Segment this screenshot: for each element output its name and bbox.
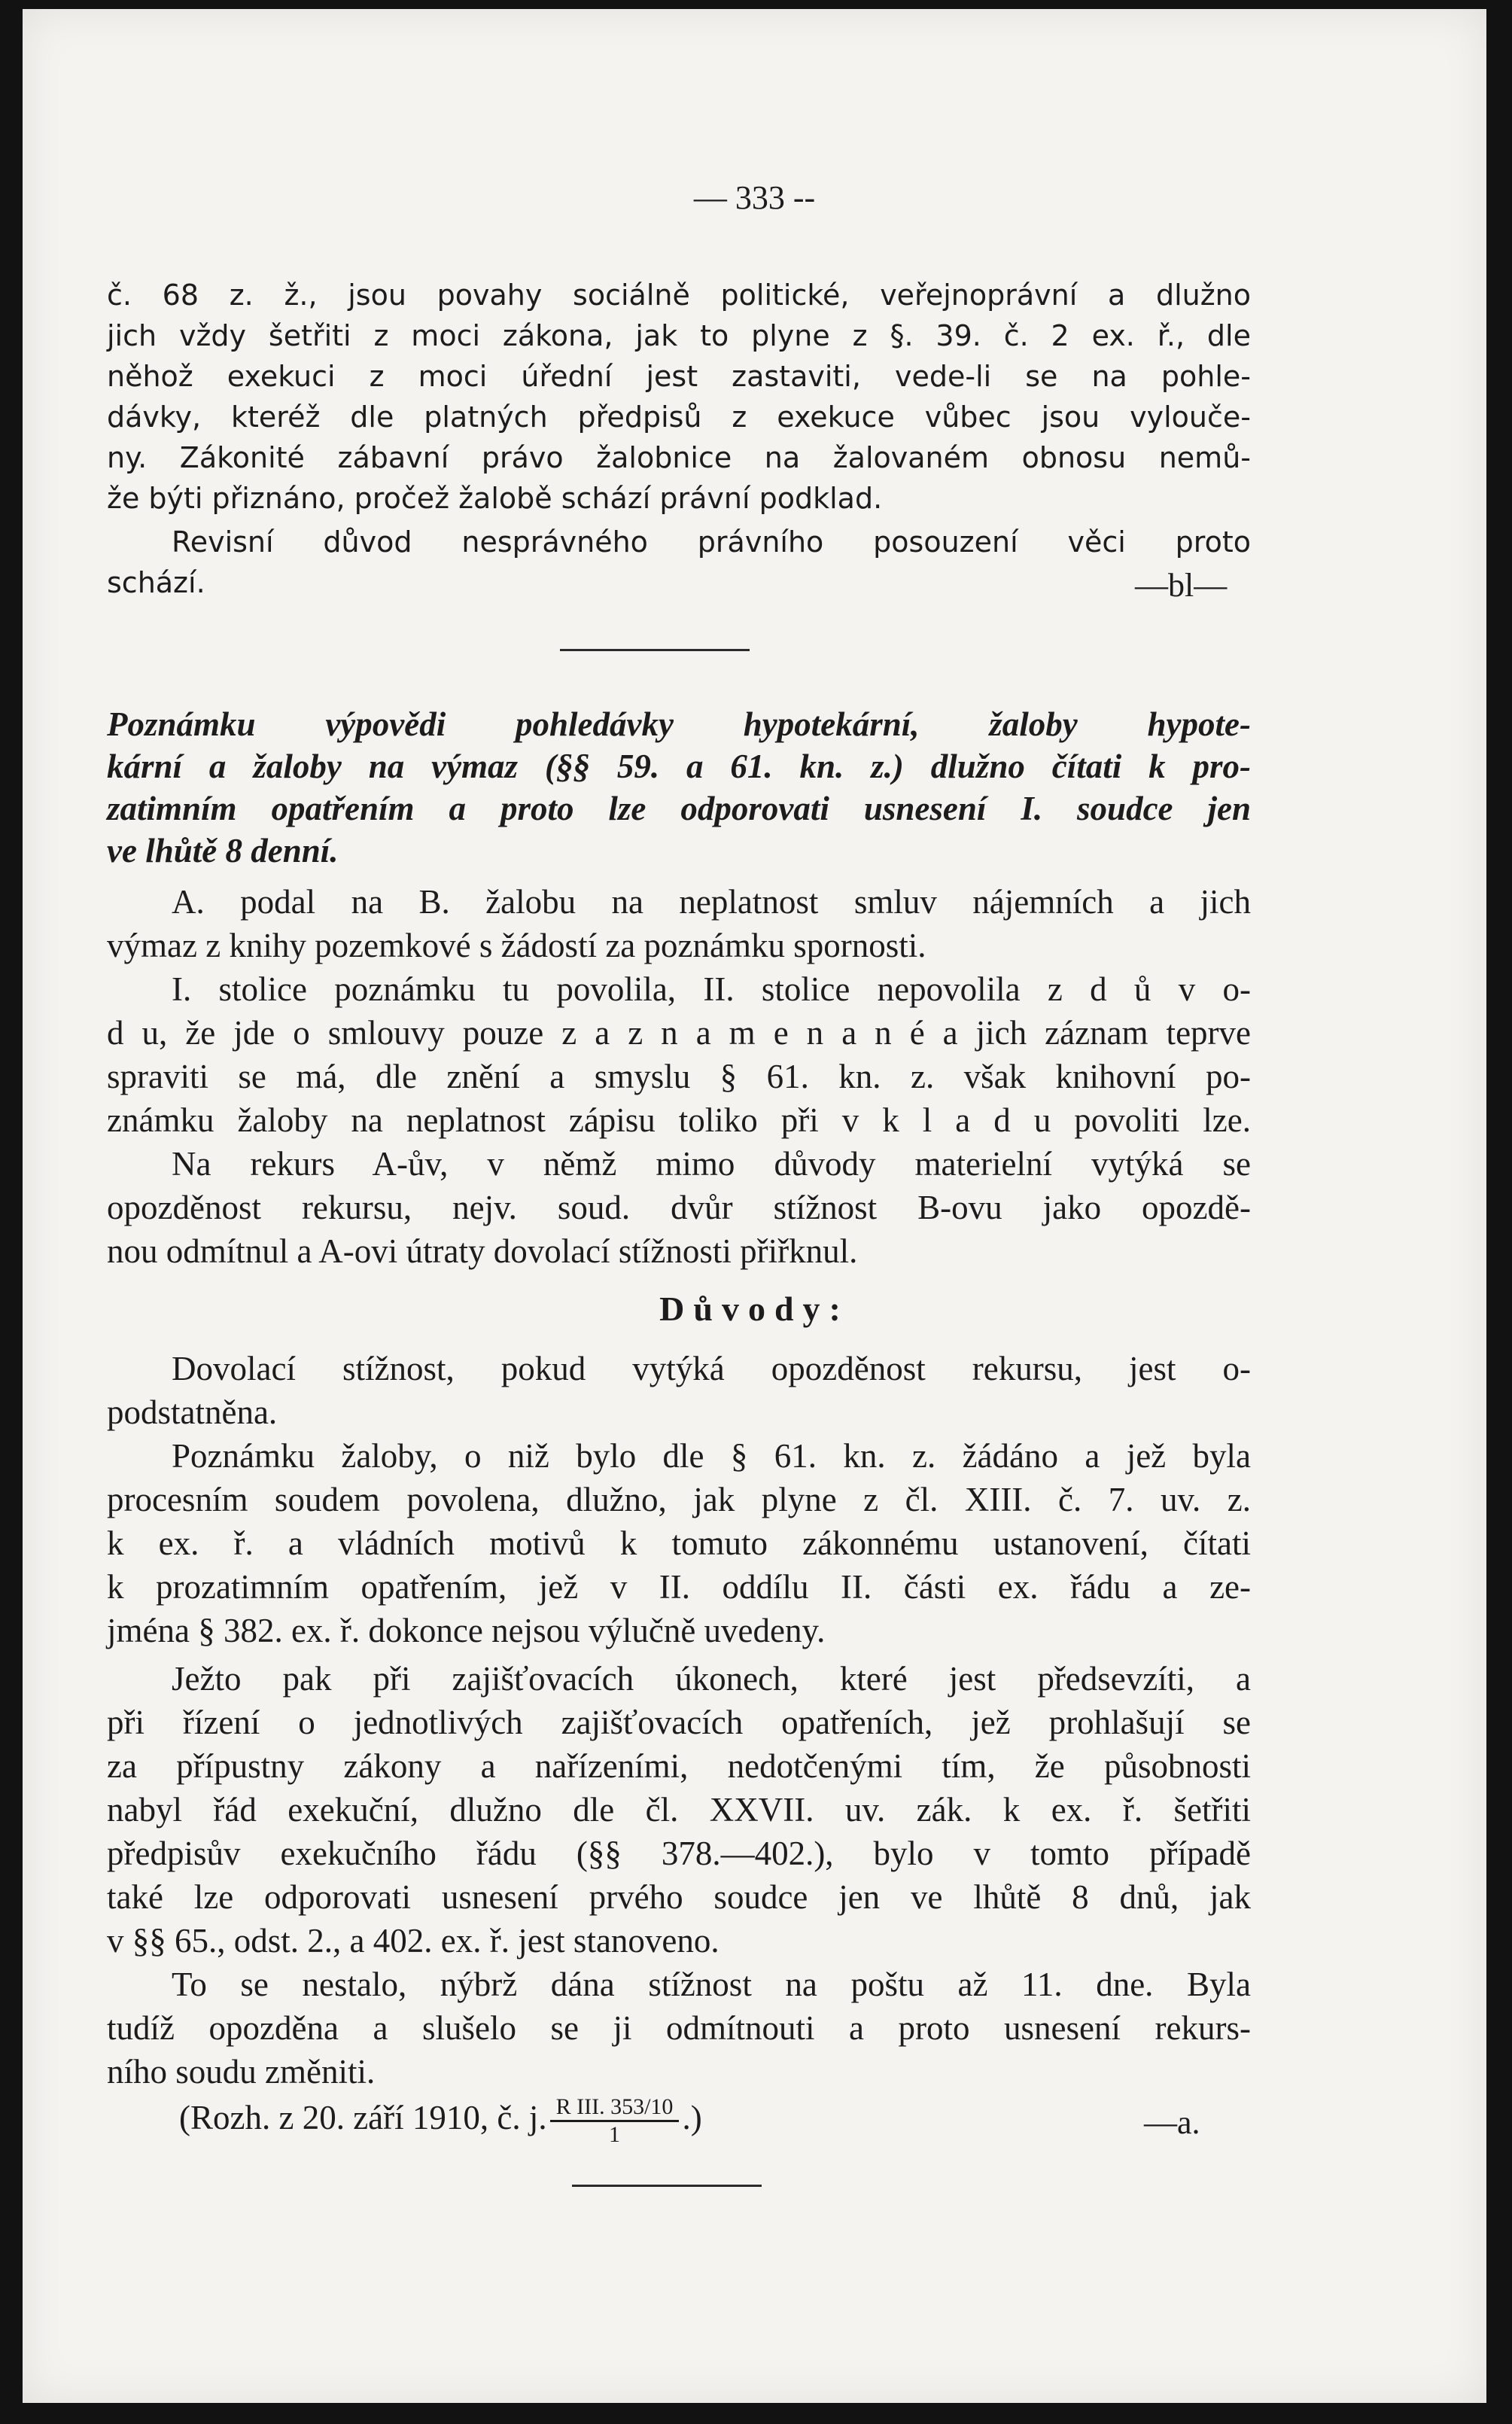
text-line: nou odmítnul a A-ovi útraty dovolací stížnosti přiřknul. xyxy=(107,1232,858,1270)
text-line: podstatněna. xyxy=(107,1393,278,1431)
section-heading: Důvody: xyxy=(659,1290,850,1328)
text-line: Ježto pak při zajišťovacích úkonech, které jest předsevzíti, a xyxy=(172,1660,1251,1698)
headnote-line: ve lhůtě 8 denní. xyxy=(107,832,339,869)
text-line: při řízení o jednotlivých zajišťovacích opatřeních, jež prohlašují se xyxy=(107,1704,1251,1741)
citation-denominator: 1 xyxy=(609,2122,621,2147)
text-line: dávky, kteréž dle platných předpisů z exekuce vůbec jsou vylouče- xyxy=(107,400,1251,434)
text-line: k ex. ř. a vládních motivů k tomuto zákonnému ustanovení, čítati xyxy=(107,1524,1251,1562)
text-line: Revisní důvod nesprávného právního posouzení věci proto xyxy=(172,525,1251,559)
text-line: jich vždy šetřiti z moci zákona, jak to plyne z §. 39. č. 2 ex. ř., dle xyxy=(107,319,1251,352)
text-line: Na rekurs A-ův, v němž mimo důvody materielní vytýká se xyxy=(172,1145,1251,1183)
text-line: předpisův exekučního řádu (§§ 378.—402.), bylo v tomto případě xyxy=(107,1835,1251,1872)
text-line: d u, že jde o smlouvy pouze z a z n a m e n a n é a jich záznam teprve xyxy=(107,1014,1251,1052)
text-line: tudíž opozděna a slušelo se ji odmítnouti a proto usnesení rekurs- xyxy=(107,2009,1251,2047)
text-line: I. stolice poznámku tu povolila, II. stolice nepovolila z d ů v o- xyxy=(172,970,1251,1008)
signature: —a. xyxy=(1144,2104,1200,2141)
page-number: — 333 -- xyxy=(693,179,816,216)
text-line: To se nestalo, nýbrž dána stížnost na poštu až 11. dne. Byla xyxy=(172,1966,1251,2003)
text-line: také lze odporovati usnesení prvého soudce jen ve lhůtě 8 dnů, jak xyxy=(107,1878,1251,1916)
text-line: známku žaloby na neplatnost zápisu toliko při v k l a d u povoliti lze. xyxy=(107,1101,1251,1139)
text-line: Dovolací stížnost, pokud vytýká opozděnost rekursu, jest o- xyxy=(172,1350,1251,1387)
text-line: za přípustny zákony a nařízeními, nedotčenými tím, že působnosti xyxy=(107,1747,1251,1785)
citation-fraction xyxy=(550,2094,680,2148)
text-line: opozděnost rekursu, nejv. soud. dvůr stížnost B-ovu jako opozdě- xyxy=(107,1189,1251,1226)
text-line: spraviti se má, dle znění a smyslu § 61. kn. z. však knihovní po- xyxy=(107,1058,1251,1095)
text-line: č. 68 z. ž., jsou povahy sociálně politické, veřejnoprávní a dlužno xyxy=(107,279,1251,312)
text-line: ny. Zákonité zábavní právo žalobnice na žalovaném obnosu nemů- xyxy=(107,441,1251,474)
headnote-line: Poznámku výpovědi pohledávky hypotekární, žaloby hypote- xyxy=(107,705,1251,743)
text-line: Poznámku žaloby, o niž bylo dle § 61. kn. z. žádáno a jež byla xyxy=(172,1437,1251,1475)
text-line: procesním soudem povolena, dlužno, jak plyne z čl. XIII. č. 7. uv. z. xyxy=(107,1481,1251,1518)
text-line: v §§ 65., odst. 2., a 402. ex. ř. jest stanoveno. xyxy=(107,1922,719,1960)
text-line: výmaz z knihy pozemkové s žádostí za poznámku spornosti. xyxy=(107,927,926,964)
text-line: ního soudu změniti. xyxy=(107,2053,376,2091)
headnote-line: kární a žaloby na výmaz (§§ 59. a 61. kn. z.) dlužno čítati k pro- xyxy=(107,748,1251,785)
text-line: k prozatimním opatřením, jež v II. oddílu II. části ex. řádu a ze- xyxy=(107,1568,1251,1606)
text-line: schází. xyxy=(107,566,205,599)
text-line: jména § 382. ex. ř. dokonce nejsou výlučně uvedeny. xyxy=(107,1612,826,1649)
section-divider xyxy=(560,649,750,651)
headnote-line: zatimním opatřením a proto lze odporovati usnesení I. soudce jen xyxy=(107,790,1251,827)
citation-prefix: (Rozh. z 20. září 1910, č. j. xyxy=(179,2098,547,2136)
citation xyxy=(179,2094,1007,2148)
signature: —bl— xyxy=(1135,567,1228,604)
text-line: A. podal na B. žalobu na neplatnost smluv nájemních a jich xyxy=(172,883,1251,921)
citation-numerator: R III. 353/10 xyxy=(550,2094,680,2122)
section-divider xyxy=(572,2185,762,2187)
citation-suffix: .) xyxy=(682,2098,702,2136)
text-line: že býti přiznáno, pročež žalobě schází právní podklad. xyxy=(107,482,883,515)
document-page xyxy=(23,9,1486,2403)
text-line: nabyl řád exekuční, dlužno dle čl. XXVII. uv. zák. k ex. ř. šetřiti xyxy=(107,1791,1251,1829)
text-line: něhož exekuci z moci úřední jest zastaviti, vede-li se na pohle- xyxy=(107,360,1251,393)
